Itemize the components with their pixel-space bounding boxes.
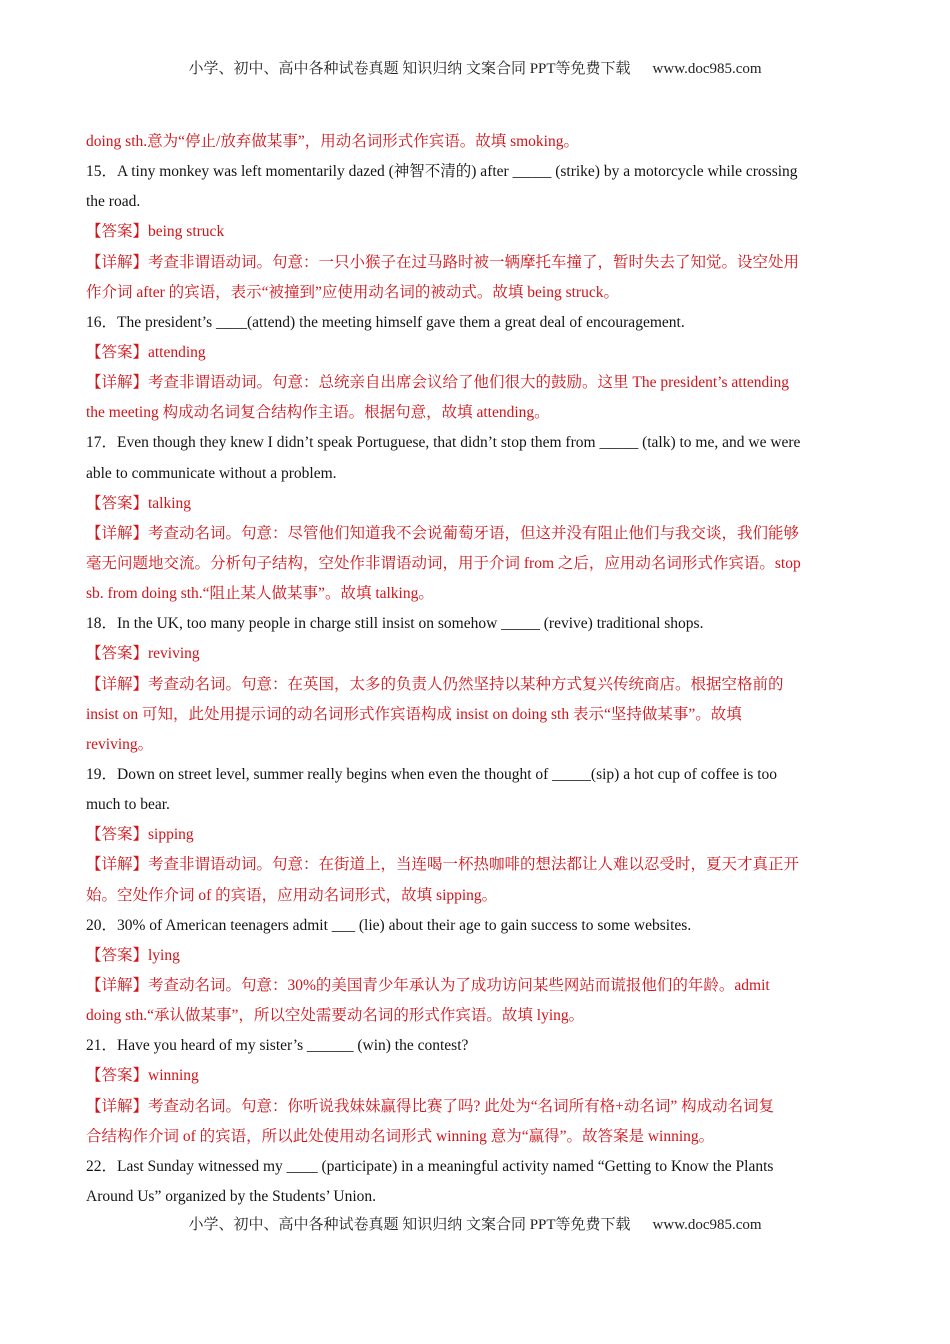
- answer-15: 【答案】being struck: [86, 223, 225, 241]
- explanation-20: 【详解】考查动名词。句意：30%的美国青少年承认为了成功访问某些网站而谎报他们的年龄。admit: [86, 976, 770, 994]
- question-22: 22．Last Sunday witnessed my ____ (participate) in a meaningful activity named “Getting to Know the Plants: [86, 1157, 774, 1175]
- answer-19: 【答案】sipping: [86, 826, 194, 844]
- explanation-16: 【详解】考查非谓语动词。句意：总统亲自出席会议给了他们很大的鼓励。这里 The president’s attending: [86, 374, 790, 392]
- answer-16: 【答案】attending: [86, 343, 206, 361]
- explanation-18: 【详解】考查动名词。句意：在英国，太多的负责人仍然坚持以某种方式复兴传统商店。根据空格前的: [86, 675, 784, 693]
- page-footer: [0, 1213, 950, 1234]
- explanation-17-cont2: sb. from doing sth.“阻止某人做某事”。故填 talking。: [86, 585, 434, 603]
- question-16: 16．The president’s ____(attend) the meeting himself gave them a great deal of encouragement.: [86, 313, 685, 331]
- answer-20: 【答案】lying: [86, 946, 180, 964]
- question-17-cont: able to communicate without a problem.: [86, 464, 337, 482]
- document-body: [86, 127, 858, 1212]
- header-text: 小学、初中、高中各种试卷真题 知识归纳 文案合同 PPT等免费下载: [188, 61, 631, 77]
- explanation-17-cont: 毫无问题地交流。分析句子结构，空处作非谓语动词，用于介词 from 之后，应用动名词形式作宾语。stop: [86, 554, 801, 572]
- explanation-21-cont: 合结构作介词 of 的宾语，所以此处使用动名词形式 winning 意为“赢得”。故答案是 winning。: [86, 1127, 715, 1145]
- header-url: www.doc985.com: [652, 61, 762, 77]
- question-19: 19．Down on street level, summer really begins when even the thought of _____(sip) a hot cup of coffee is too: [86, 765, 778, 783]
- page-header: [0, 57, 950, 78]
- explanation-19-cont: 始。空处作介词 of 的宾语，应用动名词形式，故填 sipping。: [86, 886, 498, 904]
- question-20: 20．30% of American teenagers admit ___ (lie) about their age to gain success to some websites.: [86, 916, 692, 934]
- question-15: 15．A tiny monkey was left momentarily dazed (神智不清的) after _____ (strike) by a motorcycle while crossing: [86, 163, 798, 181]
- question-18: 18．In the UK, too many people in charge still insist on somehow _____ (revive) traditional shops.: [86, 615, 704, 633]
- explanation-line: doing sth.意为“停止/放弃做某事”，用动名词形式作宾语。故填 smoking。: [86, 133, 579, 150]
- explanation-21: 【详解】考查动名词。句意：你听说我妹妹赢得比赛了吗? 此处为“名词所有格+动名词” 构成动名词复: [86, 1097, 775, 1115]
- question-21: 21．Have you heard of my sister’s ______ (win) the contest?: [86, 1037, 469, 1055]
- answer-17: 【答案】talking: [86, 494, 192, 512]
- explanation-17: 【详解】考查动名词。句意：尽管他们知道我不会说葡萄牙语，但这并没有阻止他们与我交谈，我们能够: [86, 524, 800, 542]
- question-17: 17．Even though they knew I didn’t speak Portuguese, that didn’t stop them from _____ (talk) to me, and we were: [86, 434, 801, 452]
- explanation-20-cont: doing sth.“承认做某事”，所以空处需要动名词的形式作宾语。故填 lying。: [86, 1007, 585, 1025]
- question-19-cont: much to bear.: [86, 796, 170, 814]
- question-15-cont: the road.: [86, 193, 141, 211]
- question-22-cont: Around Us” organized by the Students’ Union.: [86, 1187, 377, 1205]
- explanation-15-cont: 作介词 after 的宾语，表示“被撞到”应使用动名词的被动式。故填 being struck。: [86, 283, 619, 301]
- answer-21: 【答案】winning: [86, 1067, 199, 1085]
- explanation-19: 【详解】考查非谓语动词。句意：在街道上，当连喝一杯热咖啡的想法都让人难以忍受时，夏天才真正开: [86, 856, 800, 874]
- explanation-16-cont: the meeting 构成动名词复合结构作主语。根据句意，故填 attending。: [86, 404, 550, 422]
- footer-text: 小学、初中、高中各种试卷真题 知识归纳 文案合同 PPT等免费下载: [188, 1217, 631, 1233]
- explanation-18-cont2: reviving。: [86, 735, 154, 753]
- footer-url: www.doc985.com: [652, 1217, 762, 1233]
- explanation-18-cont: insist on 可知，此处用提示词的动名词形式作宾语构成 insist on doing sth 表示“坚持做某事”。故填: [86, 705, 742, 723]
- explanation-15: 【详解】考查非谓语动词。句意：一只小猴子在过马路时被一辆摩托车撞了，暂时失去了知觉。设空处用: [86, 253, 800, 271]
- answer-18: 【答案】reviving: [86, 645, 200, 663]
